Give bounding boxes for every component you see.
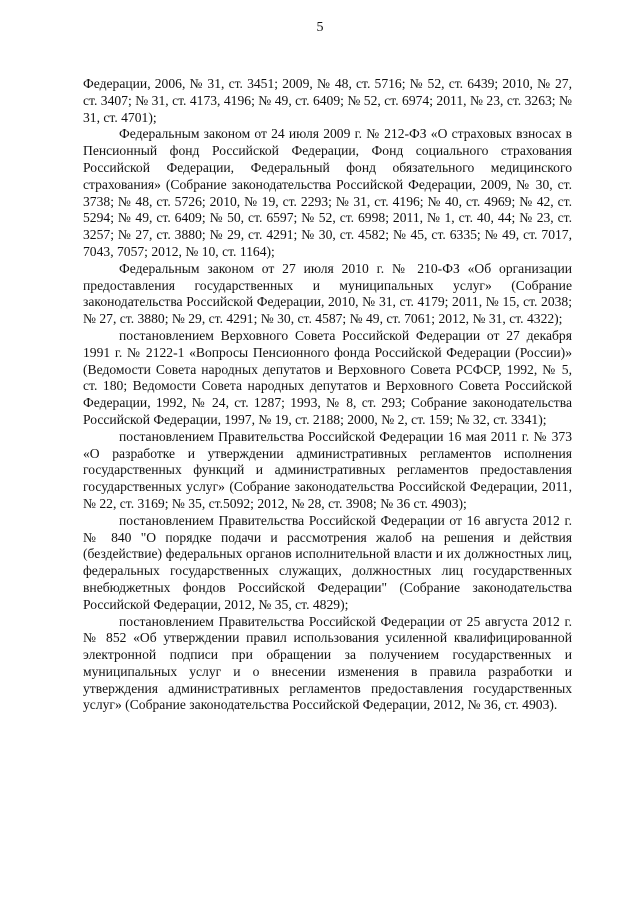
paragraph-supreme-council-resolution: постановлением Верховного Совета Российской Федерации от 27 декабря 1991 г. № 2122-1 «Вопросы Пенсионного фонда Российской Федерации (России)» (Ведомости Совета народных депутатов и Верховного Совета РСФСР, 1992, № 5, ст. 180; Ведомости Совета народных депутатов и Верховного Совета Российской Федерации, 1992, № 24, ст. 1287; 1993, № 8, ст. 293; Собрание законодательства Российской Федерации, 1997, № 19, ст. 2188; 2000, № 2, ст. 159; № 32, ст. 3341); [83,327,572,427]
paragraph-federal-law-212: Федеральным законом от 24 июля 2009 г. № 212-ФЗ «О страховых взносах в Пенсионный фонд Российской Федерации, Фонд социального страхования Российской Федерации, Федеральный фонд обязательного медицинского страхования» (Собрание законодательства Российской Федерации, 2009, № 30, ст. 3738; № 48, ст. 5726; 2010, № 19, ст. 2293; № 31, ст. 4196; № 40, ст. 4969; № 42, ст. 5294; № 49, ст. 6409; № 50, ст. 6597; № 52, ст. 6998; 2011, № 1, ст. 40, 44; № 23, ст. 3257; № 27, ст. 3880; № 29, ст. 4291; № 30, ст. 4582; № 45, ст. 6335; № 49, ст. 7017, 7043, 7057; 2012, № 10, ст. 1164); [83,126,572,259]
paragraph-government-resolution-373: постановлением Правительства Российской Федерации 16 мая 2011 г. № 373 «О разработке и утверждении административных регламентов исполнения государственных функций и административных регламентов предоставления государственных услуг» (Собрание законодательства Российской Федерации, 2011, № 22, ст. 3169; № 35, ст.5092; 2012, № 28, ст. 3908; № 36 ст. 4903); [83,428,572,511]
paragraph-federal-law-210: Федеральным законом от 27 июля 2010 г. № 210-ФЗ «Об организации предоставления государственных и муниципальных услуг» (Собрание законодательства Российской Федерации, 2010, № 31, ст. 4179; 2011, № 15, ст. 2038; № 27, ст. 3880; № 29, ст. 4291; № 30, ст. 4587; № 49, ст. 7061; 2012, № 31, ст. 4322); [83,260,572,327]
paragraph-government-resolution-840: постановлением Правительства Российской Федерации от 16 августа 2012 г. № 840 "О порядке подачи и рассмотрения жалоб на решения и действия (бездействие) федеральных органов исполнительной власти и их должностных лиц, федеральных государственных служащих, должностных лиц государственных внебюджетных фондов Российской Федерации" (Собрание законодательства Российской Федерации, 2012, № 35, ст. 4829); [83,512,572,612]
legal-references-text [83,76,572,714]
page-number: 5 [316,20,324,35]
paragraph-continuation: Федерации, 2006, № 31, ст. 3451; 2009, № 48, ст. 5716; № 52, ст. 6439; 2010, № 27, ст. 3407; № 31, ст. 4173, 4196; № 49, ст. 6409; № 52, ст. 6974; 2011, № 23, ст. 3263; № 31, ст. 4701); [83,76,572,125]
paragraph-government-resolution-852: постановлением Правительства Российской Федерации от 25 августа 2012 г. № 852 «Об утверждении правил использования усиленной квалифицированной электронной подписи при обращении за получением государственных и муниципальных услуг и о внесении изменения в правила разработки и утверждения административных регламентов предоставления государственных услуг» (Собрание законодательства Российской Федерации, 2012, № 36, ст. 4903). [83,613,572,713]
